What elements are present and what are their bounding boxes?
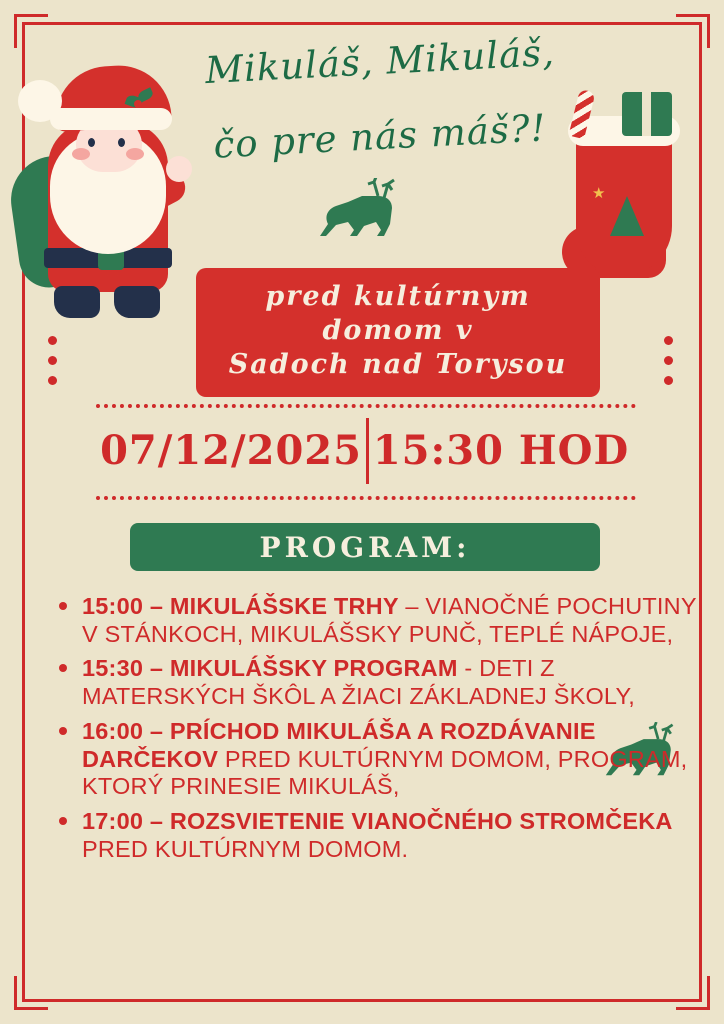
program-item-description: PRED KULTÚRNYM DOMOM, PROGRAM, KTORÝ PRINESIE MIKULÁŠ,	[82, 745, 688, 800]
venue-line-3: Sadoch nad Torysou	[228, 348, 568, 380]
poster-headline	[170, 30, 590, 167]
dot-ornament-right	[664, 336, 676, 396]
venue-banner	[196, 268, 600, 397]
event-time: 15:30 HOD	[372, 427, 630, 474]
event-date: 07/12/2025	[100, 427, 362, 474]
program-item-time-title: 17:00 – ROZSVIETENIE VIANOČNÉHO STROMČEKA	[82, 808, 673, 835]
headline-line-1: Mikuláš, Mikuláš,	[204, 30, 556, 93]
santa-cheek-right	[126, 148, 144, 160]
program-item-time-title: 15:30 – MIKULÁŠSKY PROGRAM	[82, 655, 458, 682]
program-item-time-title: 16:00 – PRÍCHOD MIKULÁŠA A ROZDÁVANIE DARČEKOV	[82, 717, 596, 772]
program-list	[46, 590, 716, 867]
dotted-rule-bottom	[96, 496, 636, 500]
santa-eye-left	[88, 138, 95, 147]
program-item-description: – VIANOČNÉ POCHUTINY V STÁNKOCH, MIKULÁŠSKY PUNČ, TEPLÉ NÁPOJE,	[82, 593, 697, 647]
program-title-banner: PROGRAM:	[130, 523, 600, 571]
santa-cheek-left	[72, 148, 90, 160]
gift-box-ribbon	[642, 92, 651, 136]
list-item	[82, 652, 716, 710]
list-item	[82, 805, 716, 863]
santa-hat-pompom	[18, 80, 62, 122]
dot-ornament-left	[48, 336, 60, 396]
corner-ornament-bottom-right	[676, 976, 710, 1010]
dotted-rule-top	[96, 404, 636, 408]
christmas-tree-icon	[610, 196, 644, 236]
corner-ornament-top-right	[676, 14, 710, 48]
reindeer-icon	[318, 178, 400, 238]
venue-line-1: pred kultúrnym	[265, 281, 531, 312]
program-item-description: - DETI Z MATERSKÝCH ŠKÔL A ŽIACI ZÁKLADNEJ ŠKOLY,	[82, 655, 636, 710]
corner-ornament-bottom-left	[14, 976, 48, 1010]
headline-line-2: čo pre nás máš?!	[212, 105, 548, 167]
venue-line-2: domom v	[322, 314, 474, 346]
list-item	[82, 715, 716, 801]
santa-hat-brim	[50, 108, 172, 130]
star-icon: ★	[592, 185, 606, 202]
santa-eye-right	[118, 138, 125, 147]
holly-berry-icon	[134, 100, 142, 108]
program-item-description: PRED KULTÚRNYM DOMOM.	[82, 835, 409, 862]
santa-boot-right	[114, 286, 160, 318]
date-time-strip	[96, 404, 636, 500]
list-item	[82, 590, 716, 648]
program-item-time-title: 15:00 – MIKULÁŠSKE TRHY	[82, 593, 399, 619]
santa-boot-left	[54, 286, 100, 318]
